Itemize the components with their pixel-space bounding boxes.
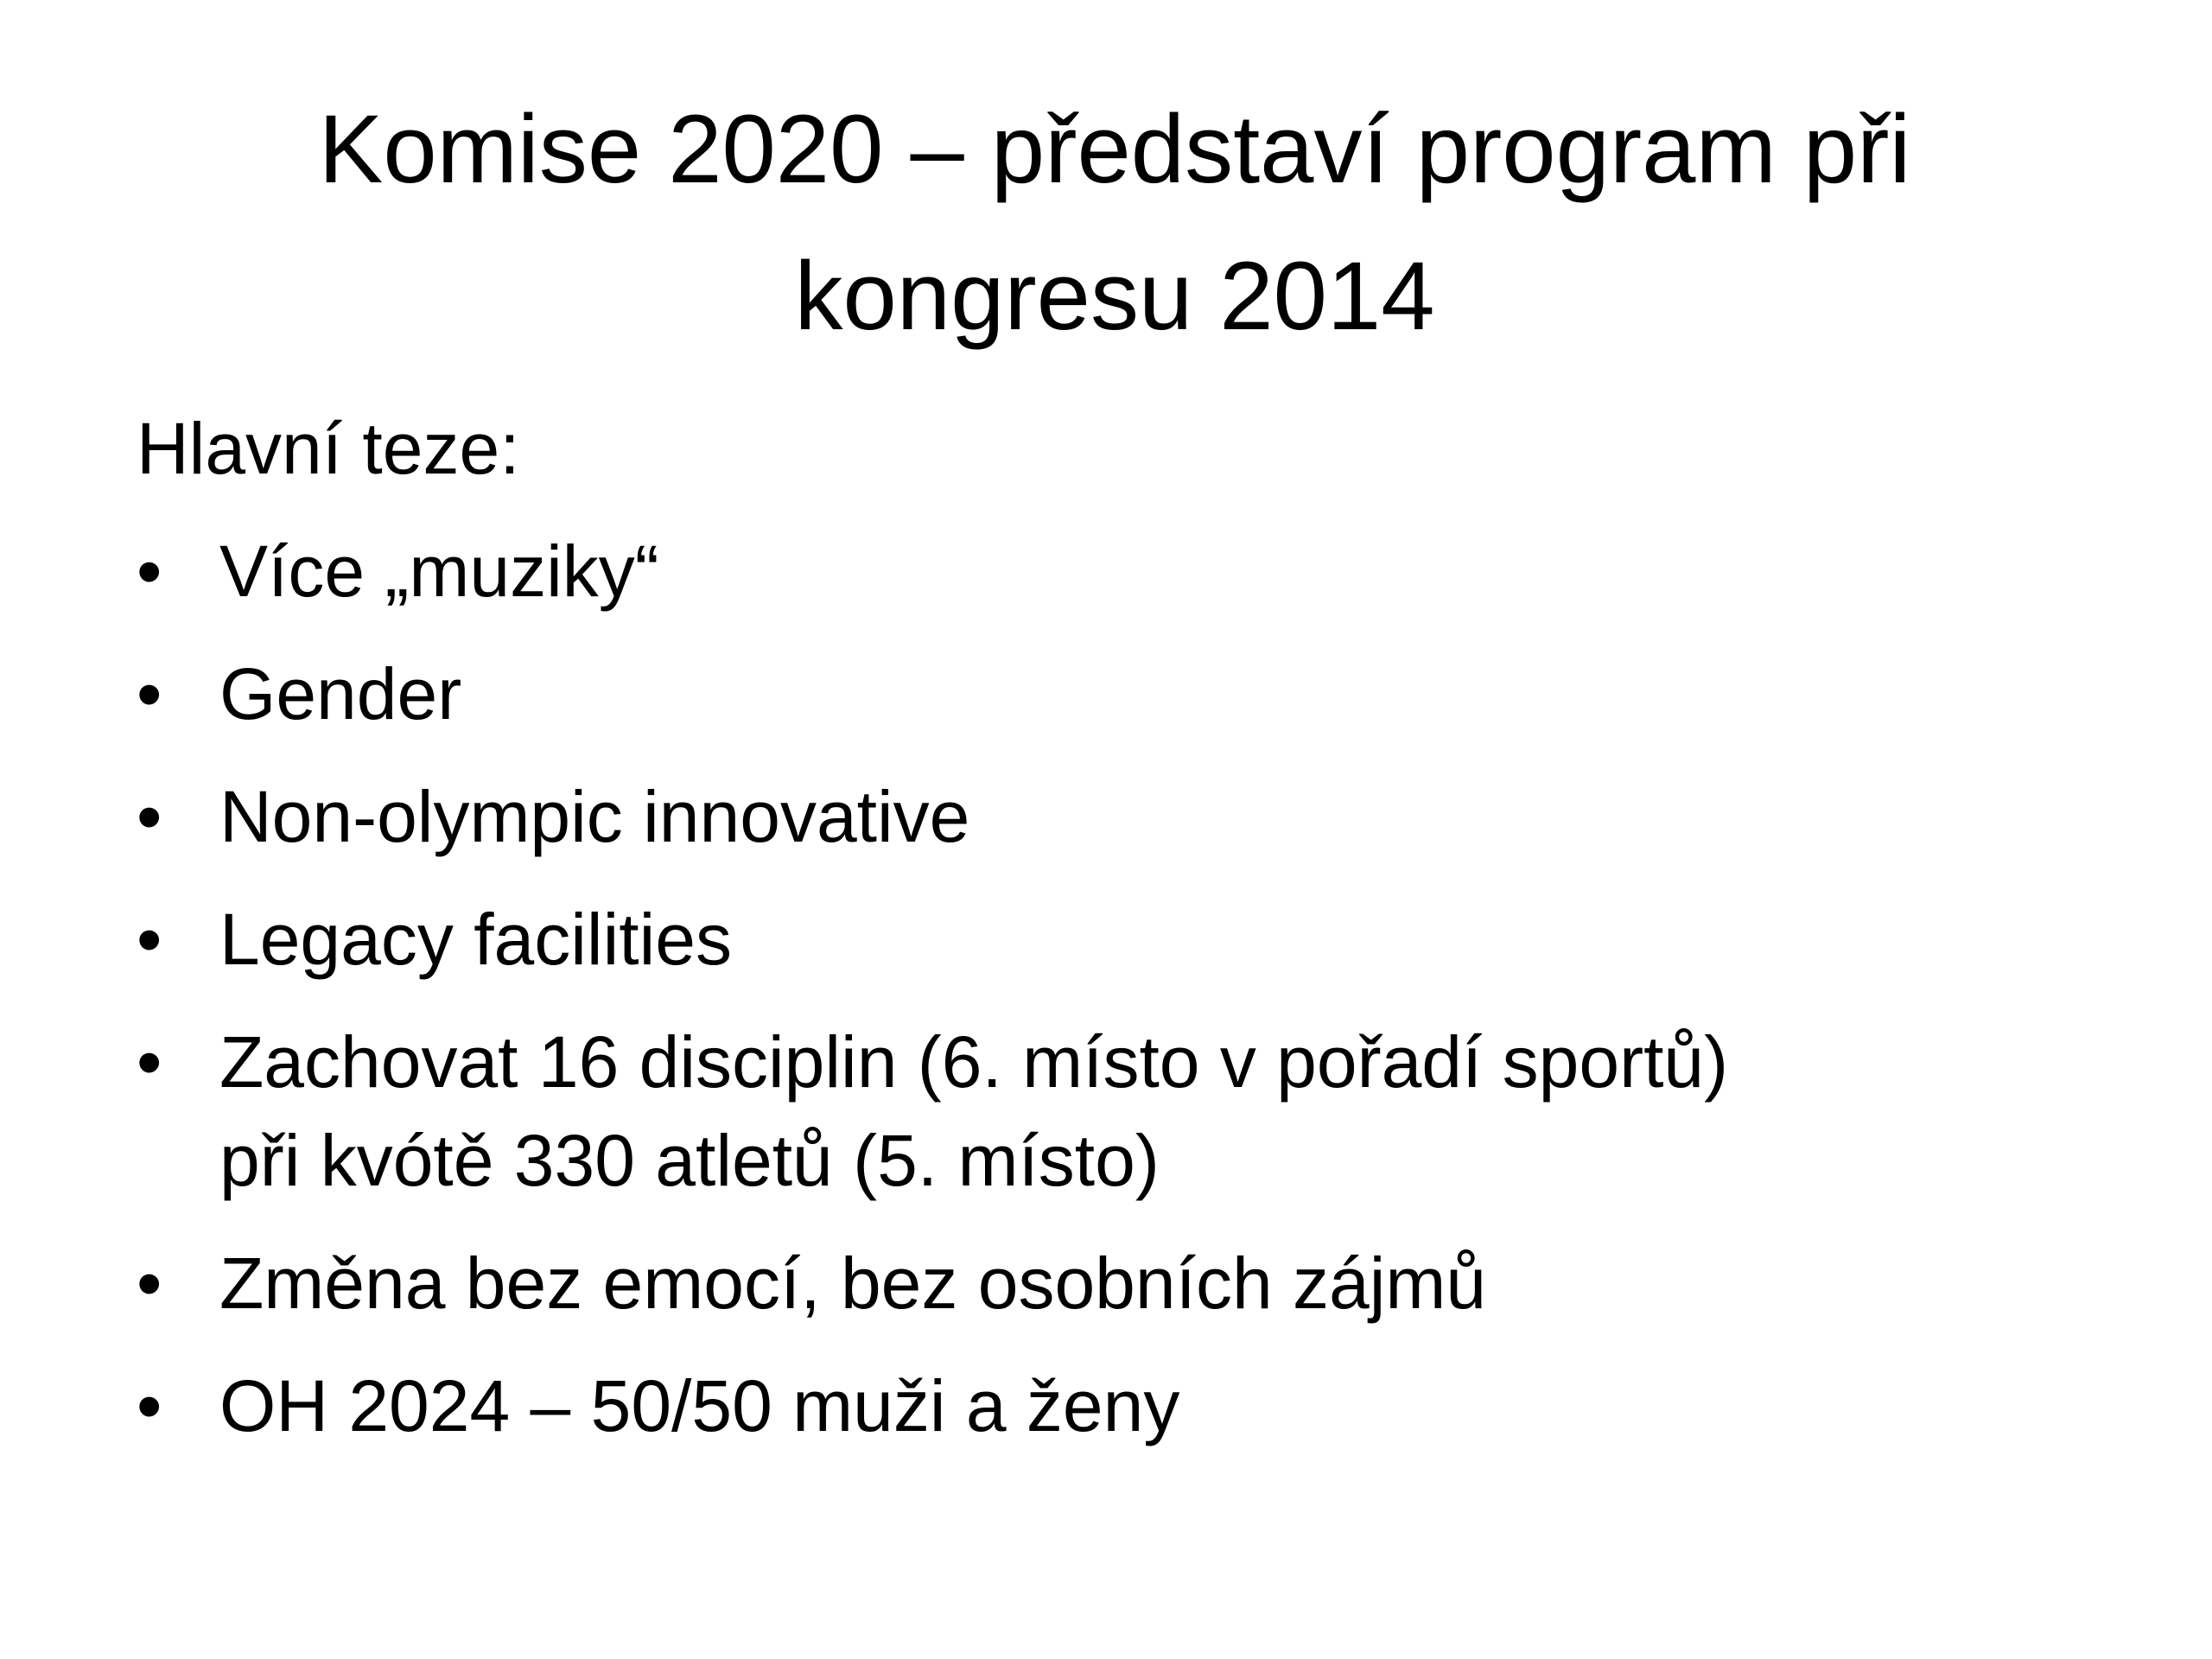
- intro-text: Hlavní teze:: [137, 408, 520, 489]
- list-item-text: Legacy facilities: [219, 899, 732, 980]
- list-item-text-continuation: při kvótě 330 atletů (5. místo): [219, 1120, 1160, 1201]
- list-item: [137, 890, 2081, 988]
- list-item-text: OH 2024 – 50/50 muži a ženy: [219, 1365, 1180, 1446]
- bullet-icon: •: [137, 1021, 162, 1103]
- list-item: [137, 1013, 2081, 1210]
- bullet-icon: •: [137, 1243, 162, 1324]
- title-line-1: Komise 2020 – představí program při: [318, 95, 1911, 203]
- bullet-icon: •: [137, 531, 162, 612]
- list-item: [137, 1357, 2081, 1455]
- bullet-icon: •: [137, 653, 162, 734]
- list-item-text: Více „muziky“: [219, 531, 659, 612]
- slide-body: [137, 399, 2081, 1479]
- title-line-2: kongresu 2014: [794, 242, 1435, 350]
- list-item-text: Gender: [219, 653, 462, 734]
- list-item-text: Non-olympic innovative: [219, 776, 970, 857]
- list-item-text: Zachovat 16 disciplin (6. místo v pořadí sportů): [219, 1021, 1729, 1103]
- list-item: [137, 522, 2081, 620]
- list-item: [137, 767, 2081, 866]
- bullet-icon: •: [137, 899, 162, 980]
- bullet-icon: •: [137, 776, 162, 857]
- bullet-list: [137, 522, 2081, 1455]
- list-item: [137, 645, 2081, 743]
- list-item-text: Změna bez emocí, bez osobních zájmů: [219, 1243, 1487, 1324]
- list-item: [137, 1234, 2081, 1332]
- bullet-icon: •: [137, 1365, 162, 1446]
- slide-title: [121, 76, 2108, 370]
